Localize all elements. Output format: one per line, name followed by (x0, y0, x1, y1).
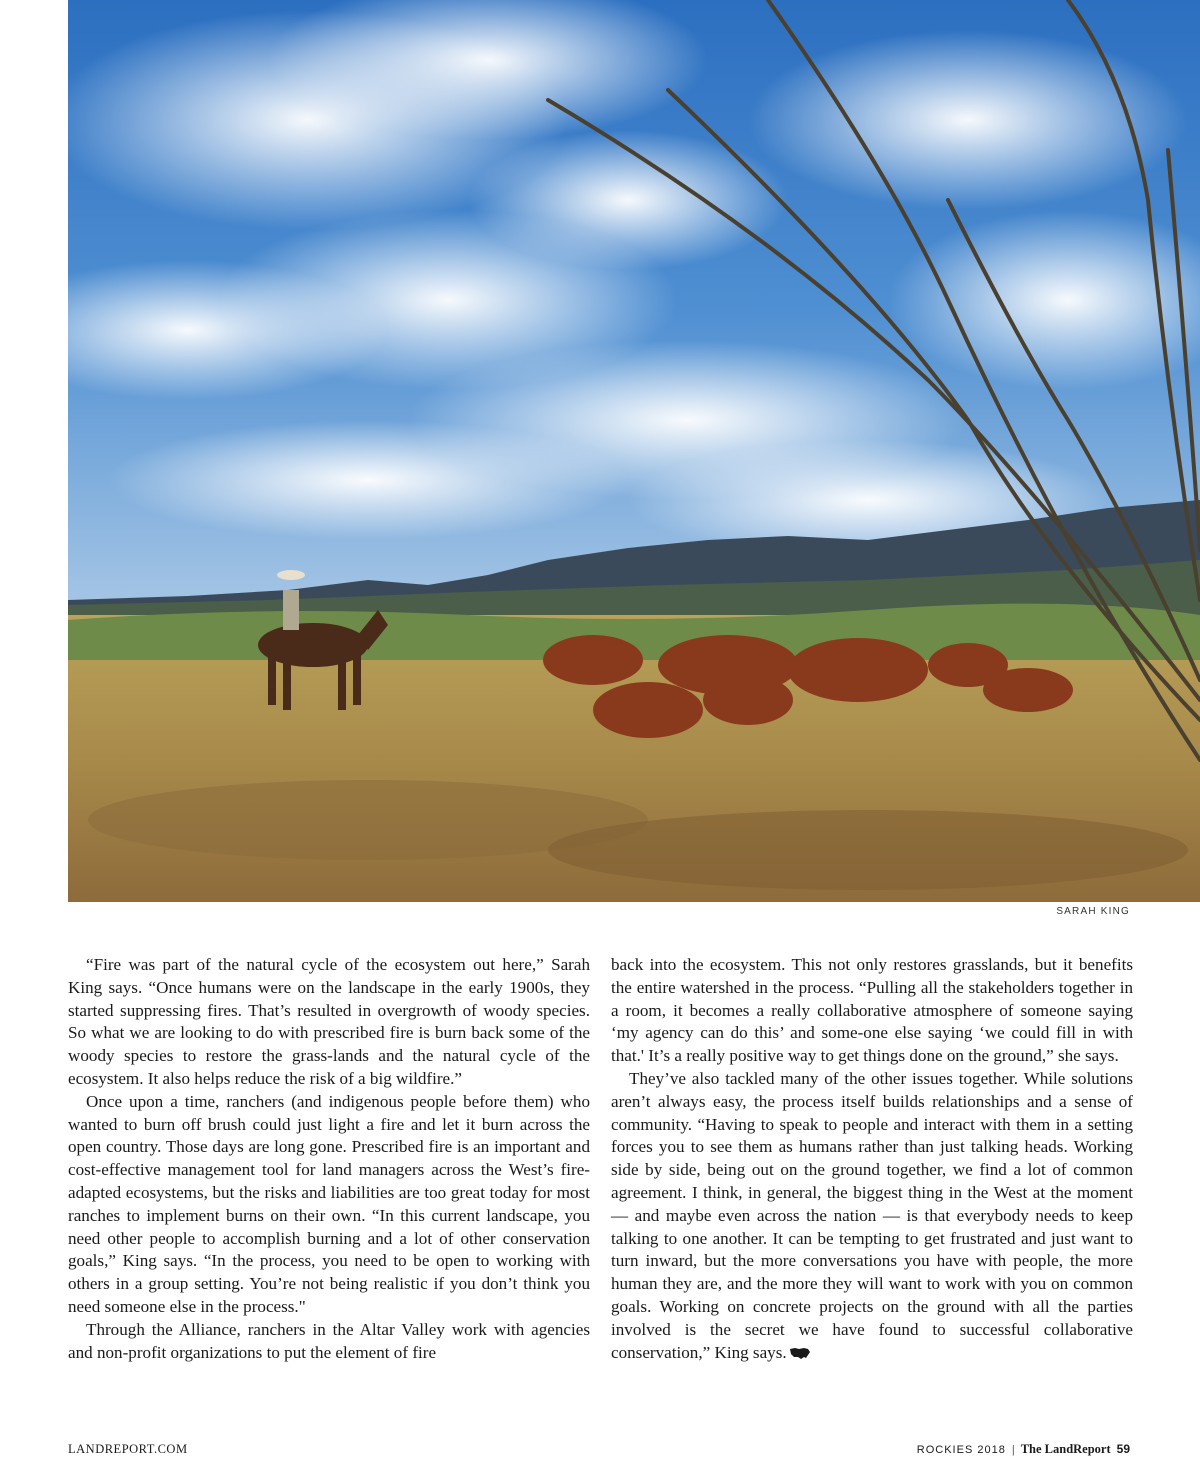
footer-separator: | (1011, 1444, 1015, 1456)
paragraph: Through the Alliance, ranchers in the Altar Valley work with agencies and non-profit organizations to put the element of fire (68, 1319, 590, 1362)
paragraph: “Fire was part of the natural cycle of the ecosystem out here,” Sarah King says. “Once humans were on the landscape in the early 1900s, they started suppressing fires. That’s resulted in overgrowth of woody species. So what we are looking to do with prescribed fire is burn back some of the woody species to restore the grass-lands and the natural cycle of the ecosystem. It also helps reduce the risk of a big wildfire.” (68, 955, 590, 1088)
paragraph: Once upon a time, ranchers (and indigenous people before them) who wanted to burn off brush could just light a fire and let it burn across the open country. Those days are long gone. Prescribed fire is an important and cost-effective management tool for land managers across the West’s fire-adapted ecosystems, but the risks and liabilities are too great today for most ranches to implement burns on their own. “In this current landscape, you need other people to accomplish burning and a lot of other conservation goals,” King says. “In the process, you need to be open to working with others in a group setting. You’re not being realistic if you don’t think you need someone else in the process." (68, 1091, 590, 1316)
landscape-photo (68, 0, 1200, 902)
article-column-left (68, 954, 590, 1364)
page-number: 59 (1116, 1442, 1130, 1456)
photo-credit: SARAH KING (1056, 906, 1130, 917)
paragraph (611, 954, 1133, 1068)
paragraph-text: back into the ecosystem. This not only restores grasslands, but it benefits the entire watershed in the process. “Pulling all the stakeholders together in a room, it becomes a really collaborative atmosphere of someone saying ‘my agency can do this’ and some-one else saying ‘we could fill in with that.' It’s a really positive way to get things done on the ground,” she says. (611, 955, 1133, 1066)
footer-site: LANDREPORT.COM (68, 1442, 188, 1456)
footer-issue: ROCKIES 2018 (916, 1444, 1006, 1456)
paragraph-text: They’ve also tackled many of the other issues together. While solutions aren’t always easy, the process itself builds relationships and a sense of community. “Having to speak to people and interact with them in a setting forces you to see them as humans rather than just talking heads. Working side by side, being out on the ground together, we find a lot of common agreement. I think, in general, the biggest thing in the West at the moment — and maybe even across the nation — is that everybody needs to keep talking to one another. It can be tempting to get frustrated and just want to turn inward, but the more conversations you have with people, the more human they are, and the more they will want to work with you on common goals. Working on concrete projects on the ground with all the parties involved is the secret we have found to successful collaborative conservation,” King says. (611, 1068, 1133, 1362)
paragraph (611, 1068, 1133, 1364)
article-column-right (611, 954, 1133, 1364)
footer-folio (917, 1442, 1130, 1457)
footer-magazine: The LandReport (1020, 1442, 1111, 1456)
usa-map-icon (789, 1346, 811, 1360)
